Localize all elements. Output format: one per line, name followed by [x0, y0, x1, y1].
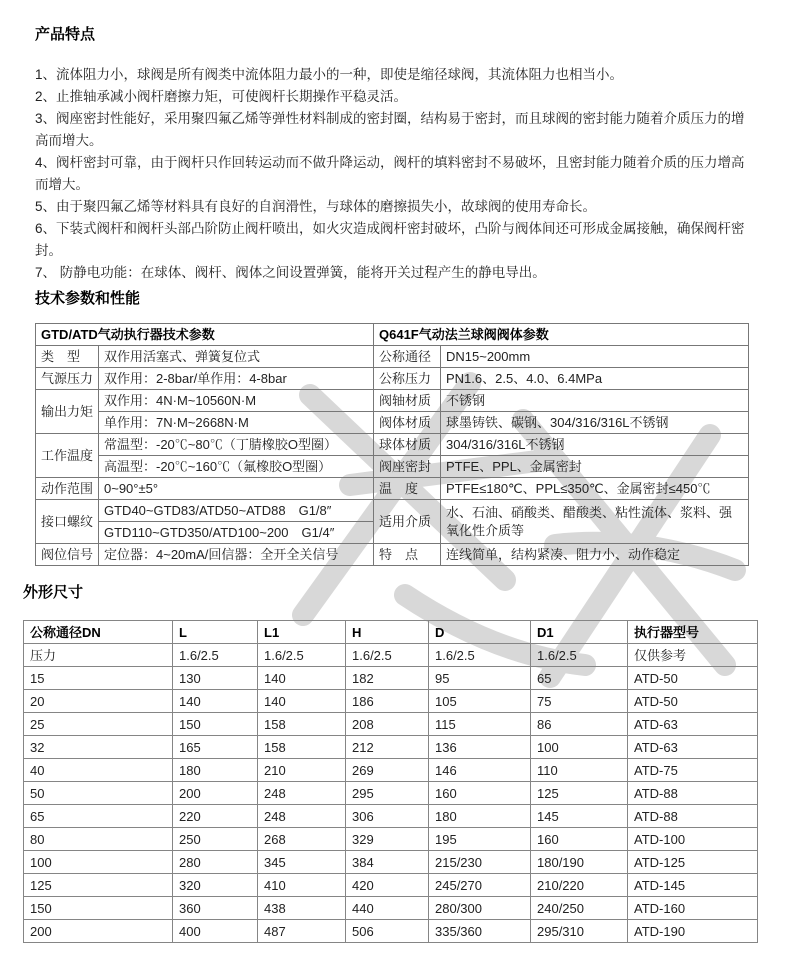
cell: 195	[429, 828, 531, 851]
cell: ATD-63	[628, 736, 758, 759]
stem-value-cell: 不锈钢	[441, 390, 749, 412]
dims-section-title: 外形尺寸	[23, 584, 84, 601]
cell: 215/230	[429, 851, 531, 874]
air-value-cell: 双作用：2-8bar/单作用：4-8bar	[99, 368, 374, 390]
cell: 280/300	[429, 897, 531, 920]
dims-header-row	[24, 621, 758, 644]
table-row	[24, 920, 758, 943]
cell: 65	[24, 805, 173, 828]
cell: 140	[258, 667, 346, 690]
cell: 212	[346, 736, 429, 759]
cell: 仅供参考	[628, 644, 758, 667]
cell: ATD-125	[628, 851, 758, 874]
cell: 295	[346, 782, 429, 805]
thread-a-cell: GTD40~GTD83/ATD50~ATD88 G1/8″	[99, 500, 374, 522]
cell: 320	[173, 874, 258, 897]
seat-value-cell: PTFE、PPL、金属密封	[441, 456, 749, 478]
cell: 384	[346, 851, 429, 874]
signal-label-cell: 阀位信号	[36, 544, 99, 566]
feature-item: 7、 防静电功能：在球体、阀杆、阀体之间设置弹簧，能将开关过程产生的静电导出。	[35, 265, 546, 280]
table-row	[24, 897, 758, 920]
cell: 250	[173, 828, 258, 851]
cell: 95	[429, 667, 531, 690]
cell: 1.6/2.5	[346, 644, 429, 667]
table-row	[24, 736, 758, 759]
feature-item: 6、下装式阀杆和阀杆头部凸阶防止阀杆喷出，如火灾造成阀杆密封破坏，凸阶与阀体间还可形成金属接触，确保阀杆密封。	[35, 221, 745, 258]
cell: 86	[531, 713, 628, 736]
thread-label-cell: 接口螺纹	[36, 500, 99, 544]
cell: 345	[258, 851, 346, 874]
tmax-label-cell: 温 度	[374, 478, 441, 500]
thread-b-cell: GTD110~GTD350/ATD100~200 G1/4″	[99, 522, 374, 544]
cell: 150	[24, 897, 173, 920]
pn-label-cell: 公称压力	[374, 368, 441, 390]
tech-section-title: 技术参数和性能	[35, 290, 141, 307]
table-row	[24, 759, 758, 782]
cell: 100	[531, 736, 628, 759]
cell: ATD-190	[628, 920, 758, 943]
tech-left-header: GTD/ATD气动执行器技术参数	[36, 324, 374, 346]
cell: 180/190	[531, 851, 628, 874]
column-header: 执行器型号	[628, 621, 758, 644]
cell: 125	[24, 874, 173, 897]
cell: 200	[24, 920, 173, 943]
cell: 220	[173, 805, 258, 828]
cell: 295/310	[531, 920, 628, 943]
feature-item: 3、阀座密封性能好，采用聚四氟乙烯等弹性材料制成的密封圈，结构易于密封，而且球阀的密封能力随着介质压力的增高而增大。	[35, 111, 745, 148]
cell: 248	[258, 805, 346, 828]
cell: 506	[346, 920, 429, 943]
table-row	[24, 805, 758, 828]
cell: 420	[346, 874, 429, 897]
table-row	[36, 500, 749, 522]
table-row	[36, 412, 749, 434]
cell: 115	[429, 713, 531, 736]
cell: ATD-88	[628, 805, 758, 828]
temp-label-cell: 工作温度	[36, 434, 99, 478]
dn-value-cell: DN15~200mm	[441, 346, 749, 368]
range-value-cell: 0~90°±5°	[99, 478, 374, 500]
air-label-cell: 气源压力	[36, 368, 99, 390]
cell: 75	[531, 690, 628, 713]
table-row	[36, 390, 749, 412]
cell: ATD-145	[628, 874, 758, 897]
cell: ATD-50	[628, 667, 758, 690]
media-label-cell: 适用介质	[374, 500, 441, 544]
cell: 186	[346, 690, 429, 713]
table-row	[24, 644, 758, 667]
cell: 136	[429, 736, 531, 759]
cell: 150	[173, 713, 258, 736]
cell: 210/220	[531, 874, 628, 897]
temp-high-cell: 高温型：-20℃~160℃（氟橡胶O型圈）	[99, 456, 374, 478]
cell: 140	[173, 690, 258, 713]
cell: 160	[531, 828, 628, 851]
cell: 130	[173, 667, 258, 690]
cell: 压力	[24, 644, 173, 667]
cell: 1.6/2.5	[258, 644, 346, 667]
cell: 25	[24, 713, 173, 736]
cell: 306	[346, 805, 429, 828]
cell: 335/360	[429, 920, 531, 943]
table-row	[24, 713, 758, 736]
cell: 50	[24, 782, 173, 805]
column-header: D	[429, 621, 531, 644]
ball-label-cell: 球体材质	[374, 434, 441, 456]
cell: 360	[173, 897, 258, 920]
cell: 410	[258, 874, 346, 897]
cell: 32	[24, 736, 173, 759]
table-row	[24, 690, 758, 713]
cell: 210	[258, 759, 346, 782]
table-row	[36, 346, 749, 368]
cell: ATD-63	[628, 713, 758, 736]
cell: 158	[258, 736, 346, 759]
cell: 80	[24, 828, 173, 851]
table-row	[36, 478, 749, 500]
torque-double-cell: 双作用：4N·M~10560N·M	[99, 390, 374, 412]
cell: 146	[429, 759, 531, 782]
table-row	[24, 874, 758, 897]
signal-value-cell: 定位器：4~20mA/回信器：全开全关信号	[99, 544, 374, 566]
cell: 1.6/2.5	[531, 644, 628, 667]
ball-value-cell: 304/316/316L不锈钢	[441, 434, 749, 456]
cell: ATD-50	[628, 690, 758, 713]
cell: 180	[429, 805, 531, 828]
cell: 65	[531, 667, 628, 690]
column-header: D1	[531, 621, 628, 644]
cell: 110	[531, 759, 628, 782]
cell: 160	[429, 782, 531, 805]
cell: 40	[24, 759, 173, 782]
cell: 180	[173, 759, 258, 782]
dimensions-table	[23, 620, 758, 943]
dn-label-cell: 公称通径	[374, 346, 441, 368]
cell: 245/270	[429, 874, 531, 897]
column-header: L	[173, 621, 258, 644]
body-label-cell: 阀体材质	[374, 412, 441, 434]
cell: 15	[24, 667, 173, 690]
cell: 165	[173, 736, 258, 759]
cell: 125	[531, 782, 628, 805]
torque-single-cell: 单作用：7N·M~2668N·M	[99, 412, 374, 434]
feature-item: 1、流体阻力小，球阀是所有阀类中流体阻力最小的一种，即使是缩径球阀，其流体阻力也相当小。	[35, 67, 624, 82]
cell: 1.6/2.5	[429, 644, 531, 667]
feature-item: 4、阀杆密封可靠，由于阀杆只作回转运动而不做升降运动，阀杆的填料密封不易破坏，且密封能力随着介质的压力增高而增大。	[35, 155, 745, 192]
tech-parameters-table	[35, 323, 749, 566]
table-row	[36, 456, 749, 478]
cell: 269	[346, 759, 429, 782]
cell: 329	[346, 828, 429, 851]
feature-label-cell: 特 点	[374, 544, 441, 566]
cell: 158	[258, 713, 346, 736]
cell: 440	[346, 897, 429, 920]
tech-right-header: Q641F气动法兰球阀阀体参数	[374, 324, 749, 346]
column-header: H	[346, 621, 429, 644]
media-value-cell: 水、石油、硝酸类、醋酸类、粘性流体、浆料、强氧化性介质等	[441, 500, 749, 544]
features-section-title: 产品特点	[35, 26, 96, 43]
table-row	[36, 368, 749, 390]
dims-body	[24, 644, 758, 943]
cell: 280	[173, 851, 258, 874]
cell: 208	[346, 713, 429, 736]
table-row	[24, 782, 758, 805]
cell: 438	[258, 897, 346, 920]
tmax-value-cell: PTFE≤180℃、PPL≤350℃、金属密封≤450℃	[441, 478, 749, 500]
feature-item: 5、由于聚四氟乙烯等材料具有良好的自润滑性，与球体的磨擦损失小，故球阀的使用寿命长。	[35, 199, 597, 214]
cell: 145	[531, 805, 628, 828]
table-row	[24, 828, 758, 851]
stem-label-cell: 阀轴材质	[374, 390, 441, 412]
column-header: 公称通径DN	[24, 621, 173, 644]
cell: 140	[258, 690, 346, 713]
seat-label-cell: 阀座密封	[374, 456, 441, 478]
table-row	[36, 434, 749, 456]
feature-item: 2、止推轴承减小阀杆磨擦力矩，可使阀杆长期操作平稳灵活。	[35, 89, 408, 104]
cell: 400	[173, 920, 258, 943]
cell: 240/250	[531, 897, 628, 920]
cell: 1.6/2.5	[173, 644, 258, 667]
cell: 105	[429, 690, 531, 713]
table-row	[24, 851, 758, 874]
body-value-cell: 球墨铸铁、碳钢、304/316/316L不锈钢	[441, 412, 749, 434]
cell: 248	[258, 782, 346, 805]
cell: 20	[24, 690, 173, 713]
pn-value-cell: PN1.6、2.5、4.0、6.4MPa	[441, 368, 749, 390]
cell: 487	[258, 920, 346, 943]
type-label-cell: 类 型	[36, 346, 99, 368]
feature-value-cell: 连线简单，结构紧凑、阻力小、动作稳定	[441, 544, 749, 566]
range-label-cell: 动作范围	[36, 478, 99, 500]
cell: ATD-75	[628, 759, 758, 782]
features-list	[35, 64, 757, 284]
type-value-cell: 双作用活塞式、弹簧复位式	[99, 346, 374, 368]
cell: ATD-160	[628, 897, 758, 920]
table-row	[36, 544, 749, 566]
tech-header-row	[36, 324, 749, 346]
column-header: L1	[258, 621, 346, 644]
temp-normal-cell: 常温型：-20℃~80℃（丁腈橡胶O型圈）	[99, 434, 374, 456]
table-row	[24, 667, 758, 690]
torque-label-cell: 输出力矩	[36, 390, 99, 434]
cell: ATD-100	[628, 828, 758, 851]
cell: 182	[346, 667, 429, 690]
cell: 100	[24, 851, 173, 874]
cell: 268	[258, 828, 346, 851]
cell: ATD-88	[628, 782, 758, 805]
cell: 200	[173, 782, 258, 805]
